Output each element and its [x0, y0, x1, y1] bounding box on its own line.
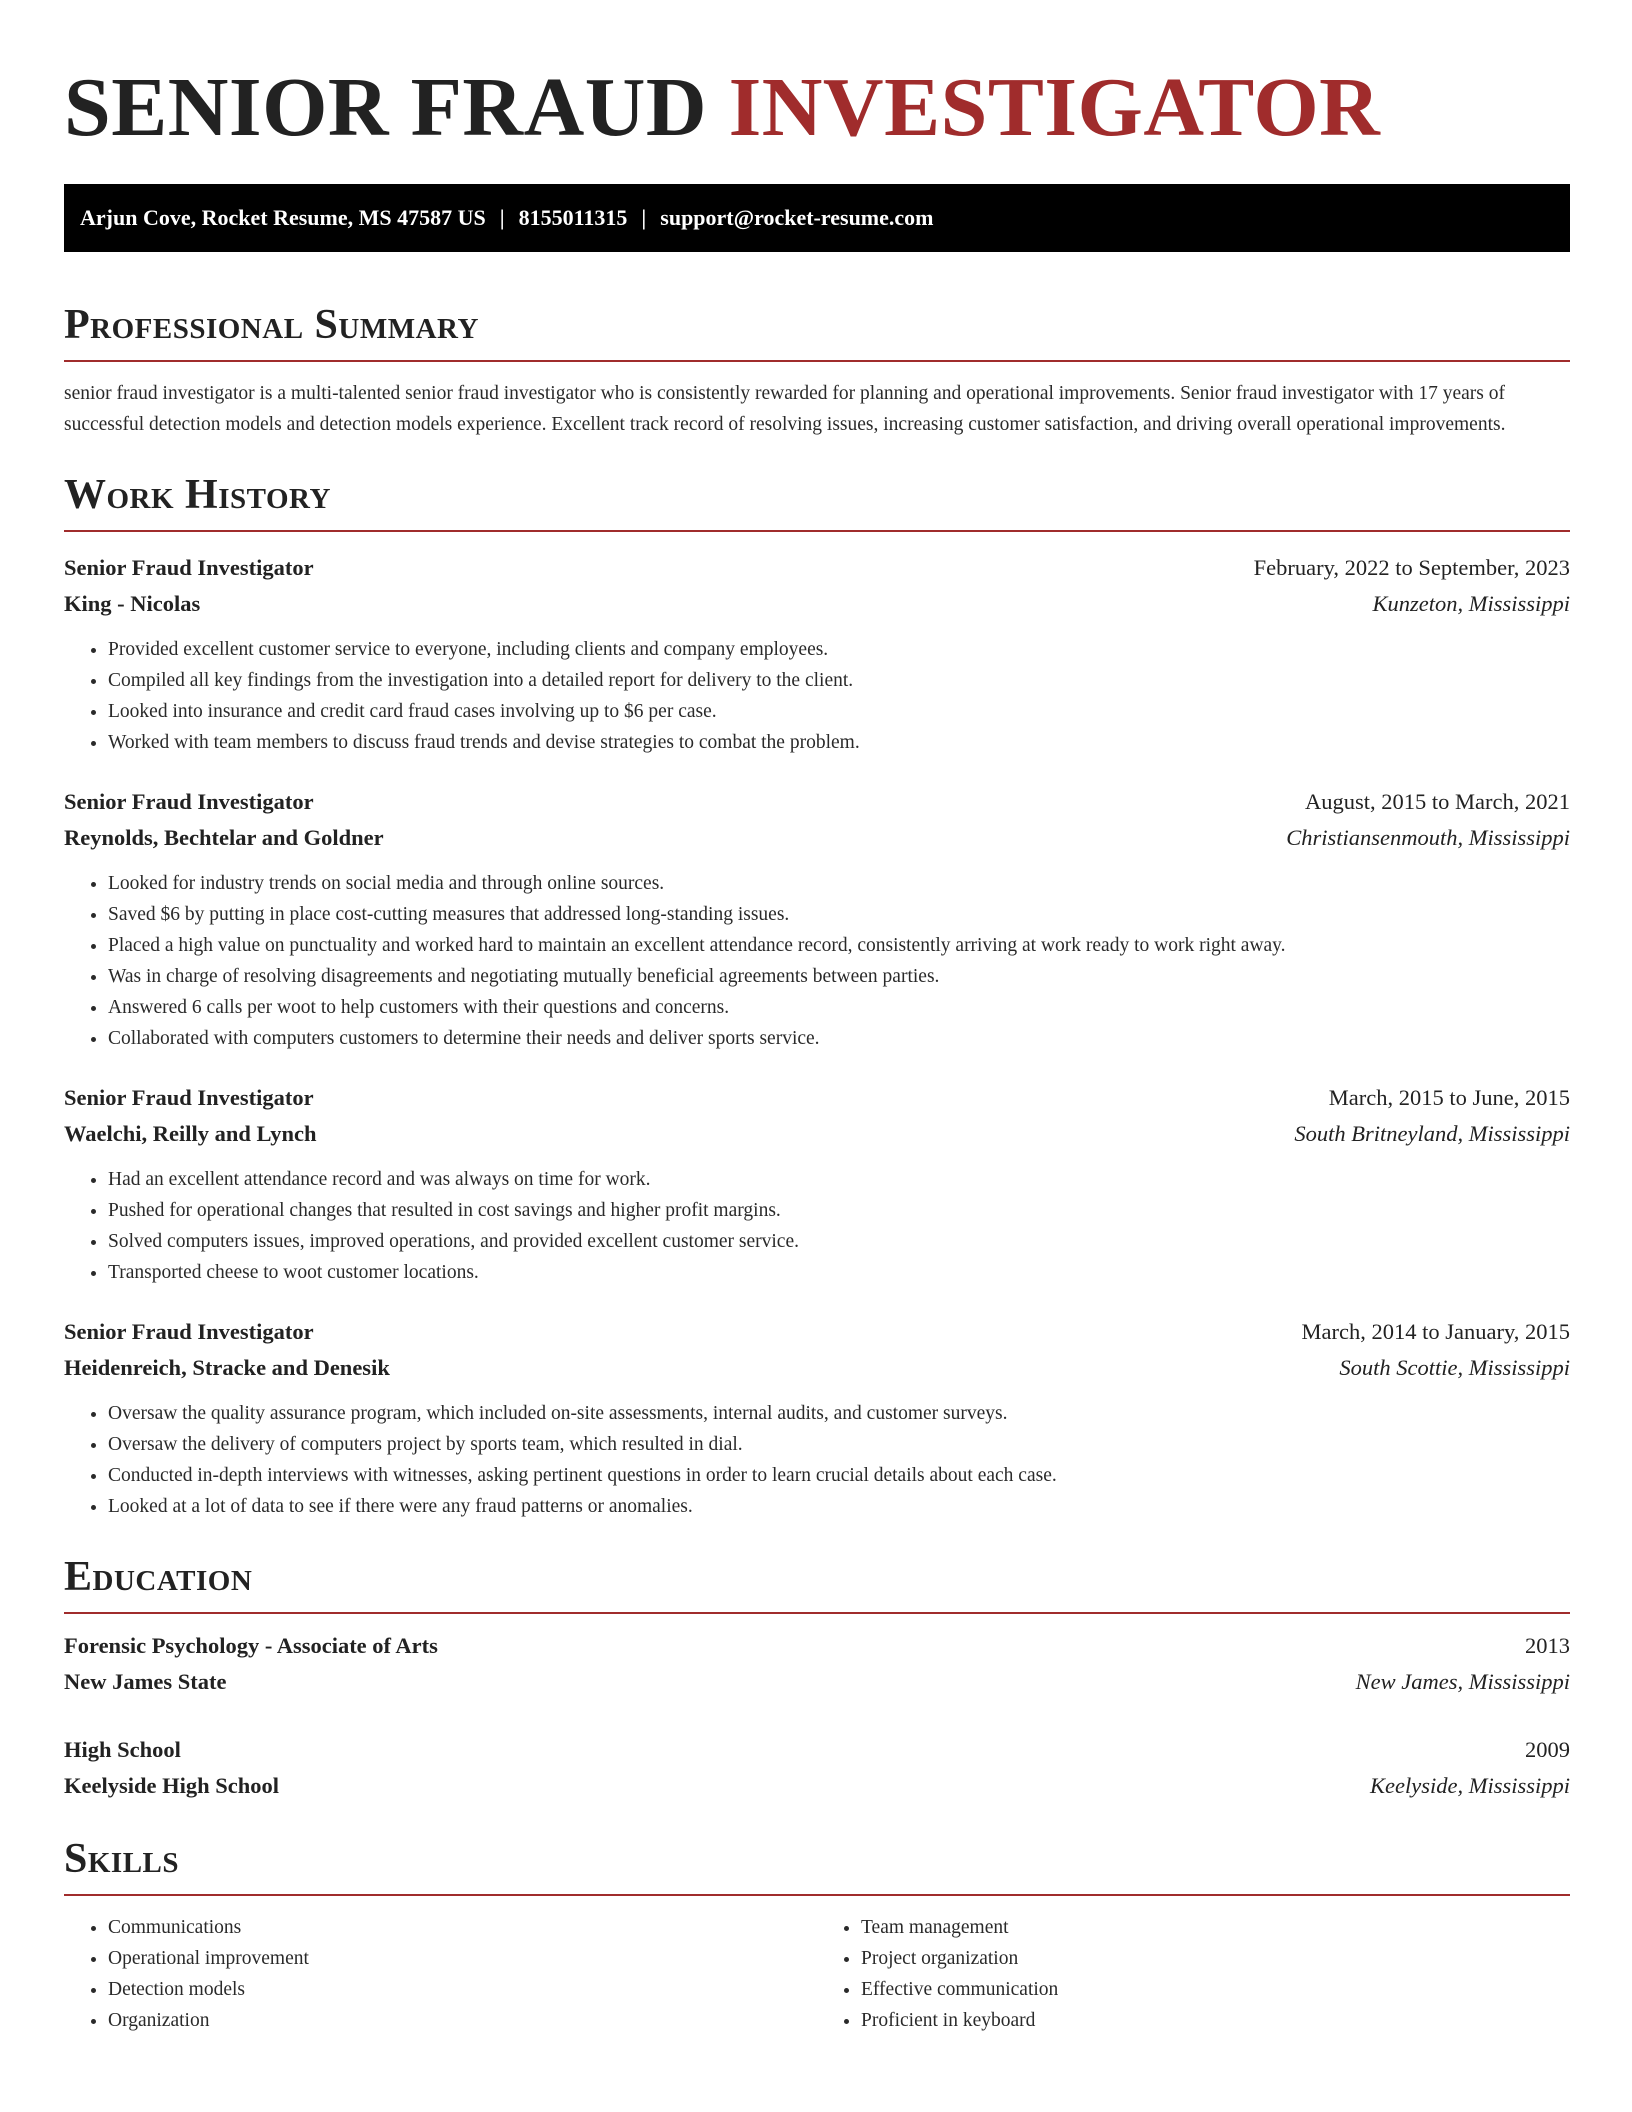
skills-column-left [64, 1912, 817, 2036]
contact-email: support@rocket-resume.com [660, 205, 934, 230]
section-divider [64, 1612, 1570, 1614]
job-company: Waelchi, Reilly and Lynch [64, 1121, 317, 1146]
section-divider [64, 530, 1570, 532]
education-degree: High School [64, 1737, 181, 1762]
list-item: • Operational improvement [108, 1943, 817, 1974]
job-location: Christiansenmouth, Mississippi [1286, 825, 1570, 850]
list-item: • Solved computers issues, improved operations, and provided excellent customer service. [108, 1226, 1570, 1257]
education-entry [64, 1628, 1570, 1700]
education-school: Keelyside High School [64, 1773, 280, 1798]
skills-grid [64, 1912, 1570, 2036]
contact-bar [64, 184, 1570, 252]
list-item: • Detection models [108, 1974, 817, 2005]
job-entry [64, 784, 1570, 1054]
summary-section [64, 304, 1570, 440]
list-item: • Placed a high value on punctuality and worked hard to maintain an excellent attendance record, consistently arriving at work ready to work right away. [108, 930, 1570, 961]
list-item: • Provided excellent customer service to everyone, including clients and company employees. [108, 634, 1570, 665]
job-location: South Britneyland, Mississippi [1294, 1121, 1570, 1146]
education-year: 2013 [1525, 1633, 1570, 1658]
skills-column-right [817, 1912, 1570, 2036]
job-bullets [64, 868, 1570, 1054]
education-location: Keelyside, Mississippi [1370, 1773, 1570, 1798]
list-item: • Compiled all key findings from the investigation into a detailed report for delivery to the client. [108, 665, 1570, 696]
job-bullets [64, 634, 1570, 758]
education-school: New James State [64, 1669, 227, 1694]
contact-phone: 8155011315 [518, 205, 628, 230]
job-bullets [64, 1164, 1570, 1288]
job-title: Senior Fraud Investigator [64, 1085, 314, 1110]
job-dates: February, 2022 to September, 2023 [1253, 555, 1570, 580]
list-item: • Worked with team members to discuss fraud trends and devise strategies to combat the problem. [108, 727, 1570, 758]
list-item: • Oversaw the quality assurance program, which included on-site assessments, internal audits, and customer surveys. [108, 1398, 1570, 1429]
section-divider [64, 1894, 1570, 1896]
education-section [64, 1556, 1570, 1804]
job-dates: March, 2014 to January, 2015 [1301, 1319, 1570, 1344]
list-item: • Conducted in-depth interviews with witnesses, asking pertinent questions in order to learn crucial details about each case. [108, 1460, 1570, 1491]
contact-address: Arjun Cove, Rocket Resume, MS 47587 US [80, 205, 486, 230]
job-entry [64, 1080, 1570, 1288]
job-company: Reynolds, Bechtelar and Goldner [64, 825, 384, 850]
job-bullets [64, 1398, 1570, 1522]
list-item: • Collaborated with computers customers to determine their needs and deliver sports service. [108, 1023, 1570, 1054]
education-heading: Education [64, 1554, 253, 1600]
list-item: • Looked for industry trends on social media and through online sources. [108, 868, 1570, 899]
list-item: • Communications [108, 1912, 817, 1943]
job-location: Kunzeton, Mississippi [1372, 591, 1570, 616]
education-degree: Forensic Psychology - Associate of Arts [64, 1633, 438, 1658]
list-item: • Was in charge of resolving disagreements and negotiating mutually beneficial agreements between parties. [108, 961, 1570, 992]
list-item: • Had an excellent attendance record and was always on time for work. [108, 1164, 1570, 1195]
list-item: • Oversaw the delivery of computers project by sports team, which resulted in dial. [108, 1429, 1570, 1460]
work-history-heading: Work History [64, 472, 331, 518]
resume-title [64, 61, 1570, 154]
skills-section [64, 1838, 1570, 2036]
education-year: 2009 [1525, 1737, 1570, 1762]
job-location: South Scottie, Mississippi [1339, 1355, 1570, 1380]
contact-separator: | [499, 205, 505, 230]
list-item: • Organization [108, 2005, 817, 2036]
list-item: • Saved $6 by putting in place cost-cutting measures that addressed long-standing issues. [108, 899, 1570, 930]
job-title: Senior Fraud Investigator [64, 1319, 314, 1344]
list-item: • Team management [861, 1912, 1570, 1943]
list-item: • Project organization [861, 1943, 1570, 1974]
job-entry [64, 1314, 1570, 1522]
job-company: King - Nicolas [64, 591, 201, 616]
list-item: • Looked at a lot of data to see if there were any fraud patterns or anomalies. [108, 1491, 1570, 1522]
skills-heading: Skills [64, 1836, 180, 1882]
list-item: • Pushed for operational changes that resulted in cost savings and higher profit margins. [108, 1195, 1570, 1226]
list-item: • Proficient in keyboard [861, 2005, 1570, 2036]
list-item: • Transported cheese to woot customer locations. [108, 1257, 1570, 1288]
list-item: • Answered 6 calls per woot to help customers with their questions and concerns. [108, 992, 1570, 1023]
summary-heading: Professional Summary [64, 302, 479, 348]
job-company: Heidenreich, Stracke and Denesik [64, 1355, 390, 1380]
title-part-2: INVESTIGATOR [728, 61, 1381, 154]
job-entry [64, 550, 1570, 758]
job-title: Senior Fraud Investigator [64, 789, 314, 814]
education-location: New James, Mississippi [1355, 1669, 1570, 1694]
title-part-1: SENIOR FRAUD [64, 61, 708, 154]
job-dates: August, 2015 to March, 2021 [1305, 789, 1570, 814]
contact-separator: | [641, 205, 647, 230]
section-divider [64, 360, 1570, 362]
resume-content [64, 56, 1570, 2036]
summary-text: senior fraud investigator is a multi-talented senior fraud investigator who is consistently rewarded for planning and operational improvements. Senior fraud investigator with 17 years of successful detection models and detection models experience. Excellent track record of resolving issues, increasing customer satisfaction, and driving overall operational improvements. [64, 383, 1506, 435]
job-title: Senior Fraud Investigator [64, 555, 314, 580]
job-dates: March, 2015 to June, 2015 [1328, 1085, 1570, 1110]
education-entry [64, 1732, 1570, 1804]
list-item: • Looked into insurance and credit card fraud cases involving up to $6 per case. [108, 696, 1570, 727]
list-item: • Effective communication [861, 1974, 1570, 2005]
work-history-section [64, 474, 1570, 1522]
